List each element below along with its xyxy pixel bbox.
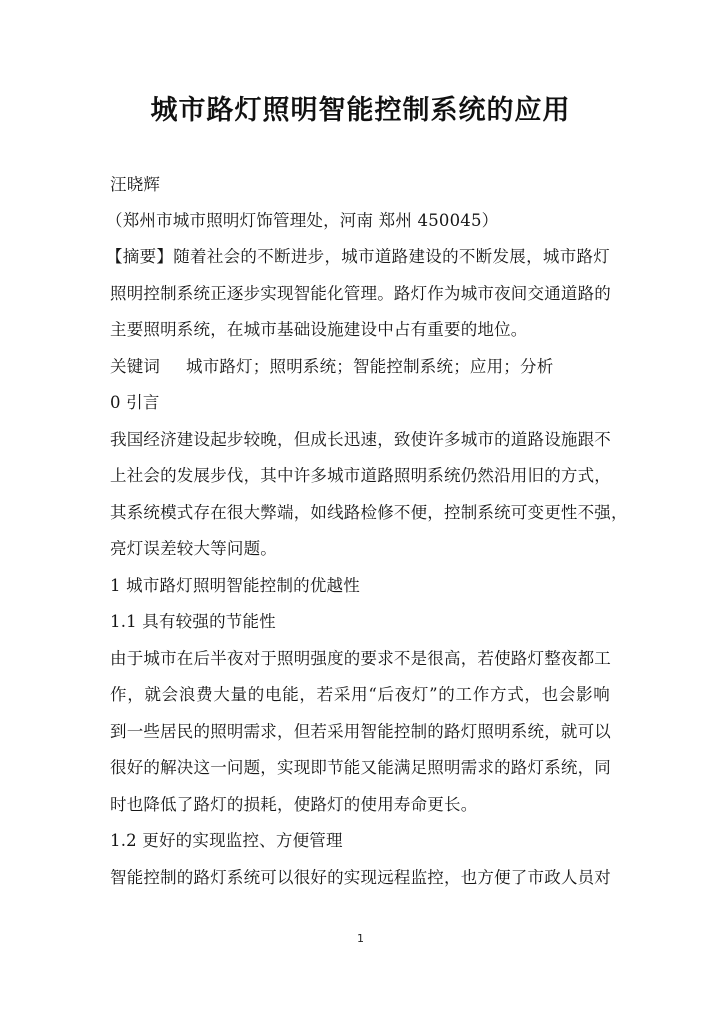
paragraph-line: 由于城市在后半夜对于照明强度的要求不是很高，若使路灯整夜都工 bbox=[110, 649, 611, 668]
paragraph-line: 智能控制的路灯系统可以很好的实现远程监控，也方便了市政人员对 bbox=[110, 868, 611, 887]
page-number: 1 bbox=[357, 932, 364, 945]
subsection-heading: 1.2 更好的实现监控、方便管理 bbox=[110, 831, 343, 850]
section-heading: 1 城市路灯照明智能控制的优越性 bbox=[110, 576, 360, 595]
paragraph-line: 到一些居民的照明需求，但若采用智能控制的路灯照明系统，就可以 bbox=[110, 722, 611, 741]
document-title: 城市路灯照明智能控制系统的应用 bbox=[150, 95, 571, 126]
author-name: 汪晓辉 bbox=[110, 175, 161, 194]
subsection-heading: 1.1 具有较强的节能性 bbox=[110, 612, 276, 631]
paragraph-line: 亮灯误差较大等问题。 bbox=[110, 539, 277, 558]
section-heading: 0 引言 bbox=[110, 393, 160, 412]
paragraph-line: 上社会的发展步伐，其中许多城市道路照明系统仍然沿用旧的方式， bbox=[110, 466, 611, 485]
author-affiliation: （郑州市城市照明灯饰管理处，河南 郑州 450045） bbox=[106, 211, 499, 230]
keywords-label: 关键词 bbox=[110, 357, 161, 376]
abstract-line: 主要照明系统，在城市基础设施建设中占有重要的地位。 bbox=[110, 320, 528, 339]
abstract-line: 【摘要】随着社会的不断进步，城市道路建设的不断发展，城市路灯 bbox=[106, 247, 610, 266]
paragraph-line: 很好的解决这一问题，实现即节能又能满足照明需求的路灯系统，同 bbox=[110, 758, 611, 777]
paragraph-line: 作，就会浪费大量的电能，若采用“后夜灯”的工作方式，也会影响 bbox=[110, 685, 610, 704]
paragraph-line: 我国经济建设起步较晚，但成长迅速，致使许多城市的道路设施跟不 bbox=[110, 430, 611, 449]
abstract-line: 照明控制系统正逐步实现智能化管理。路灯作为城市夜间交通道路的 bbox=[110, 284, 611, 303]
paragraph-line: 其系统模式存在很大弊端，如线路检修不便，控制系统可变更性不强， bbox=[110, 503, 628, 522]
keywords-row bbox=[110, 356, 610, 378]
paragraph-line: 时也降低了路灯的损耗，使路灯的使用寿命更长。 bbox=[110, 795, 478, 814]
keywords-text: 城市路灯；照明系统；智能控制系统；应用；分析 bbox=[186, 357, 554, 376]
